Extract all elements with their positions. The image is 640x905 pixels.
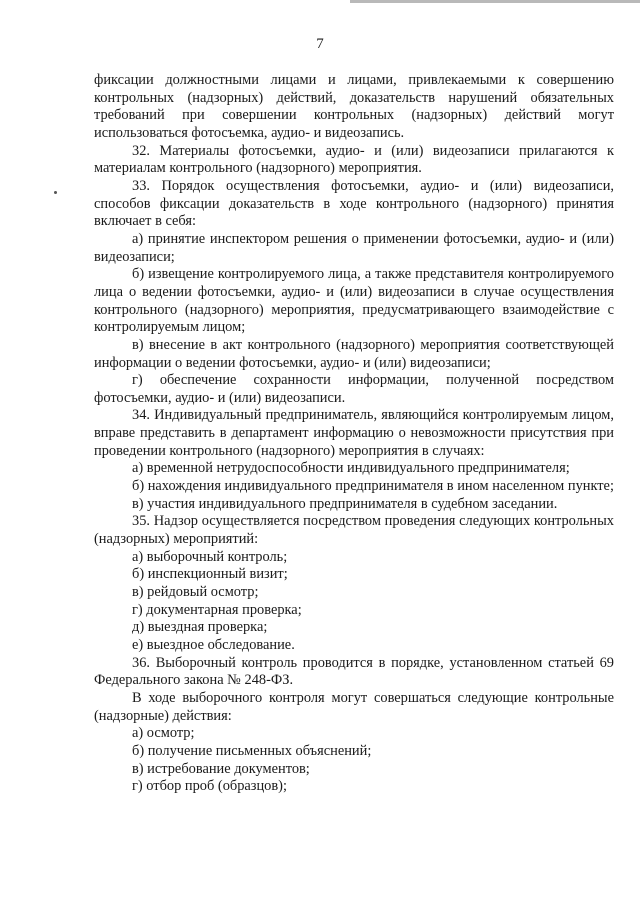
paragraph: е) выездное обследование. xyxy=(132,637,295,653)
paragraph: в) рейдовый осмотр; xyxy=(132,584,259,601)
paragraph: в) внесение в акт контрольного (надзорного) мероприятия соответствующей информации о ведении фотосъемки, аудио- и (или) видеозаписи; xyxy=(94,336,614,371)
paragraph: д) выездная проверка; xyxy=(132,619,268,636)
page-number: 7 xyxy=(316,36,324,52)
paragraph: г) обеспечение сохранности информации, полученной посредством фотосъемки, аудио- и (или) видеозаписи. xyxy=(94,372,614,406)
paragraph: б) нахождения индивидуального предпринимателя в ином населенном пункте; xyxy=(132,478,614,495)
paragraph: г) документарная проверка; xyxy=(132,601,302,618)
paragraph: б) извещение контролируемого лица, а также представителя контролируемого лица о ведении фотосъемки, аудио- и (или) видеозаписи в случае осуществления контрольного (надзорного) мероприятия, предусматривающего взаимодействие с контролируемым лицом; xyxy=(94,266,614,336)
scan-edge-mark xyxy=(350,0,640,3)
paragraph: б) инспекционный визит; xyxy=(132,566,288,583)
document-body xyxy=(94,72,614,796)
paragraph: 33. Порядок осуществления фотосъемки, аудио- и (или) видеозаписи, способов фиксации доказательств в ходе контрольного (надзорного) принятия включает в себя: xyxy=(94,177,614,230)
paragraph: В ходе выборочного контроля могут совершаться следующие контрольные (надзорные) действия: xyxy=(94,689,614,724)
paragraph: в) истребование документов; xyxy=(132,760,310,777)
paragraph: а) выборочный контроль; xyxy=(132,548,288,565)
paragraph: 36. Выборочный контроль проводится в порядке, установленном статьей 69 Федерального закона № 248-ФЗ. xyxy=(94,654,614,689)
paragraph: а) принятие инспектором решения о применении фотосъемки, аудио- и (или) видеозаписи; xyxy=(94,230,614,265)
paragraph: а) осмотр; xyxy=(132,725,195,742)
paragraph: 32. Материалы фотосъемки, аудио- и (или) видеозаписи прилагаются к материалам контрольного (надзорного) мероприятия. xyxy=(94,142,614,177)
paragraph: в) участия индивидуального предпринимателя в судебном заседании. xyxy=(132,495,558,512)
paragraph: г) отбор проб (образцов); xyxy=(132,778,287,795)
scan-speck xyxy=(54,191,57,194)
paragraph: фиксации должностными лицами и лицами, привлекаемыми к совершению контрольных (надзорных) действий, доказательств нарушений обязательных требований при совершении контрольных (надзорных) действий могут использоваться фотосъемка, аудио- и видеозапись. xyxy=(94,72,614,141)
paragraph: б) получение письменных объяснений; xyxy=(132,742,372,759)
paragraph: 35. Надзор осуществляется посредством проведения следующих контрольных (надзорных) мероприятий: xyxy=(94,513,614,548)
paragraph: 34. Индивидуальный предприниматель, являющийся контролируемым лицом, вправе представить в департамент информацию о невозможности присутствия при проведении контрольного (надзорного) мероприятия в случаях: xyxy=(94,407,614,459)
paragraph: а) временной нетрудоспособности индивидуального предпринимателя; xyxy=(132,460,570,477)
